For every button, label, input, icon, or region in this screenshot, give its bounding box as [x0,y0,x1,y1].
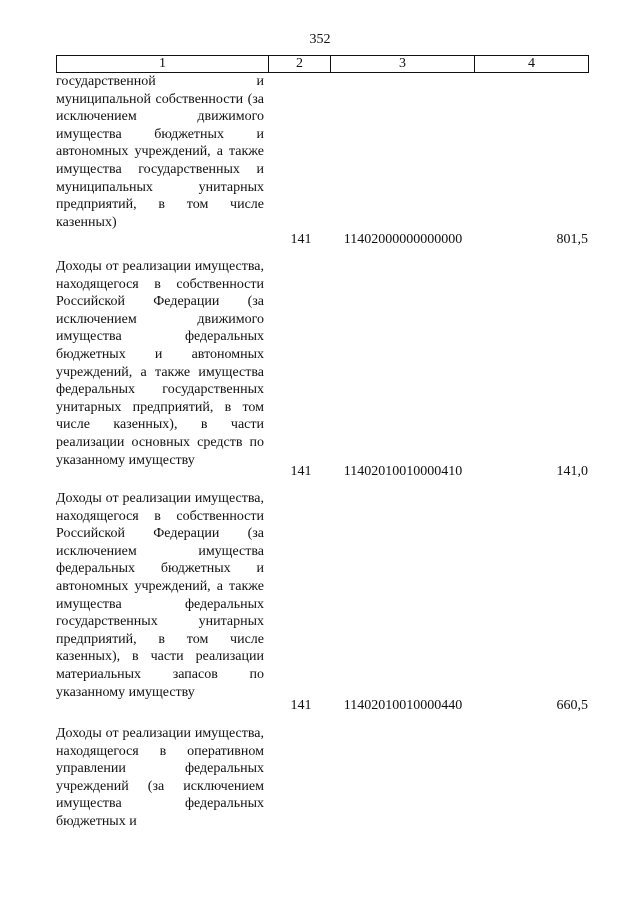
header-col-2: 2 [269,56,331,72]
header-col-1: 1 [57,56,269,72]
row-amount: 660,5 [556,698,588,713]
row-kbk: 11402010010000440 [343,698,463,713]
row-description: Доходы от реализации имущества, находящегося в оперативном управлении федеральных учреждений (за исключением имущества федеральных бюджетных и [56,726,264,829]
row-kbk: 11402010010000410 [343,464,463,479]
page-number: 352 [309,32,331,47]
row-amount: 141,0 [556,464,588,479]
row-code: 141 [290,698,312,713]
row-amount: 801,5 [556,232,588,247]
header-col-4: 4 [528,56,535,71]
row-description: Доходы от реализации имущества, находящегося в собственности Российской Федерации (за исключением движимого имущества федеральных бюджетных и автономных учреждений, а также имущества федеральных государственных унитарных предприятий, в том числе казенных), в части реализации основных средств по указанному имуществу [56,259,264,468]
row-description: государственной и муниципальной собственности (за исключением движимого имущества бюджетных и автономных учреждений, а также имущества государственных и муниципальных унитарных предприятий, в том числе казенных) [56,74,264,230]
row-description: Доходы от реализации имущества, находящегося в собственности Российской Федерации (за исключением имущества федеральных бюджетных и автономных учреждений, а также имущества федеральных государственных унитарных предприятий, в том числе казенных), в части реализации материальных запасов по указанному имуществу [56,491,264,700]
header-col-3: 3 [331,56,475,72]
row-code: 141 [290,232,312,247]
row-code: 141 [290,464,312,479]
row-kbk: 11402000000000000 [343,232,463,247]
table-header [56,55,589,73]
